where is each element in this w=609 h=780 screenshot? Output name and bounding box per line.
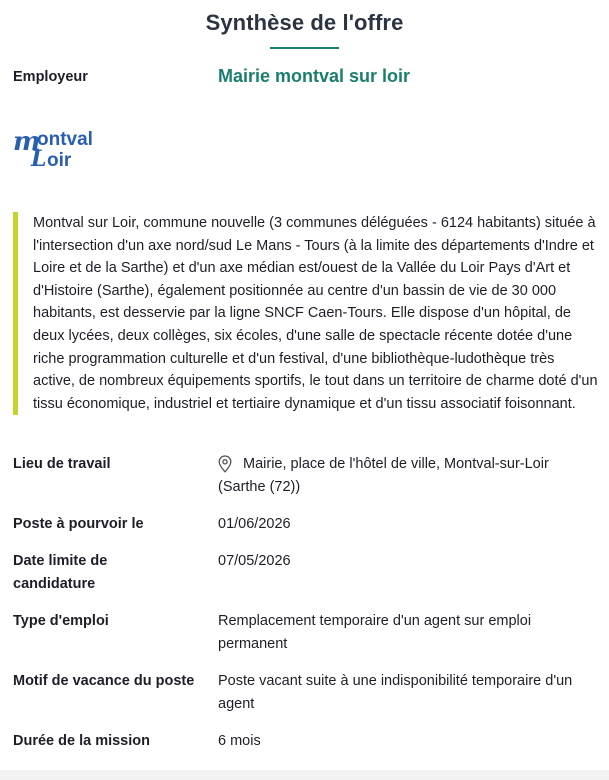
job-type-label: Type d'emploi bbox=[13, 613, 109, 629]
logo-text-line2: oir bbox=[47, 150, 72, 170]
job-type-value: Remplacement temporaire d'un agent sur emploi permanent bbox=[218, 613, 532, 652]
position-date-label: Poste à pourvoir le bbox=[13, 516, 144, 532]
workplace-value: Mairie, place de l'hôtel de ville, Montval-sur-Loir (Sarthe (72)) bbox=[218, 456, 549, 495]
employer-label: Employeur bbox=[13, 69, 88, 85]
bottom-divider bbox=[0, 770, 609, 780]
page-title: Synthèse de l'offre bbox=[205, 10, 404, 35]
deadline-label: Date limite de candidature bbox=[13, 553, 108, 592]
workplace-label: Lieu de travail bbox=[13, 456, 111, 472]
vacancy-reason-label: Motif de vacance du poste bbox=[13, 673, 195, 689]
deadline-value: 07/05/2026 bbox=[218, 553, 291, 569]
vacancy-reason-value: Poste vacant suite à une indisponibilité temporaire d'un agent bbox=[218, 673, 573, 712]
logo-text-line1: ontval bbox=[37, 129, 93, 150]
mission-duration-label: Durée de la mission bbox=[13, 733, 150, 749]
logo-initial-l: L bbox=[31, 146, 47, 170]
title-underline bbox=[270, 47, 339, 49]
employer-logo bbox=[13, 126, 123, 170]
employer-description: Montval sur Loir, commune nouvelle (3 communes déléguées - 6124 habitants) située à l'intersection d'un axe nord/sud Le Mans - Tours (à la limite des départements d'Indre et Loire et de la Sarthe) et d'un axe médian est/ouest de la Vallée du Loir Pays d'Art et d'Histoire (Sarthe), également positionnée au centre d'un bassin de vie de 30 000 habitants, est desservie par la ligne SNCF Caen-Tours. Elle dispose d'un hôpital, de deux lycées, deux collèges, six écoles, d'une salle de spectacle récente dotée d'une riche programmation culturelle et d'un festival, d'une bibliothèque-ludothèque très active, de nombreux équipements sportifs, le tout dans un territoire de charme doté d'un tissu économique, industriel et tertiaire dynamique et d'un tissu associatif foisonnant. bbox=[13, 212, 603, 415]
logo-initial-m: m bbox=[13, 127, 41, 157]
employer-name-link[interactable]: Mairie montval sur loir bbox=[218, 66, 411, 86]
position-date-value: 01/06/2026 bbox=[218, 516, 291, 532]
mission-duration-value: 6 mois bbox=[218, 733, 261, 749]
